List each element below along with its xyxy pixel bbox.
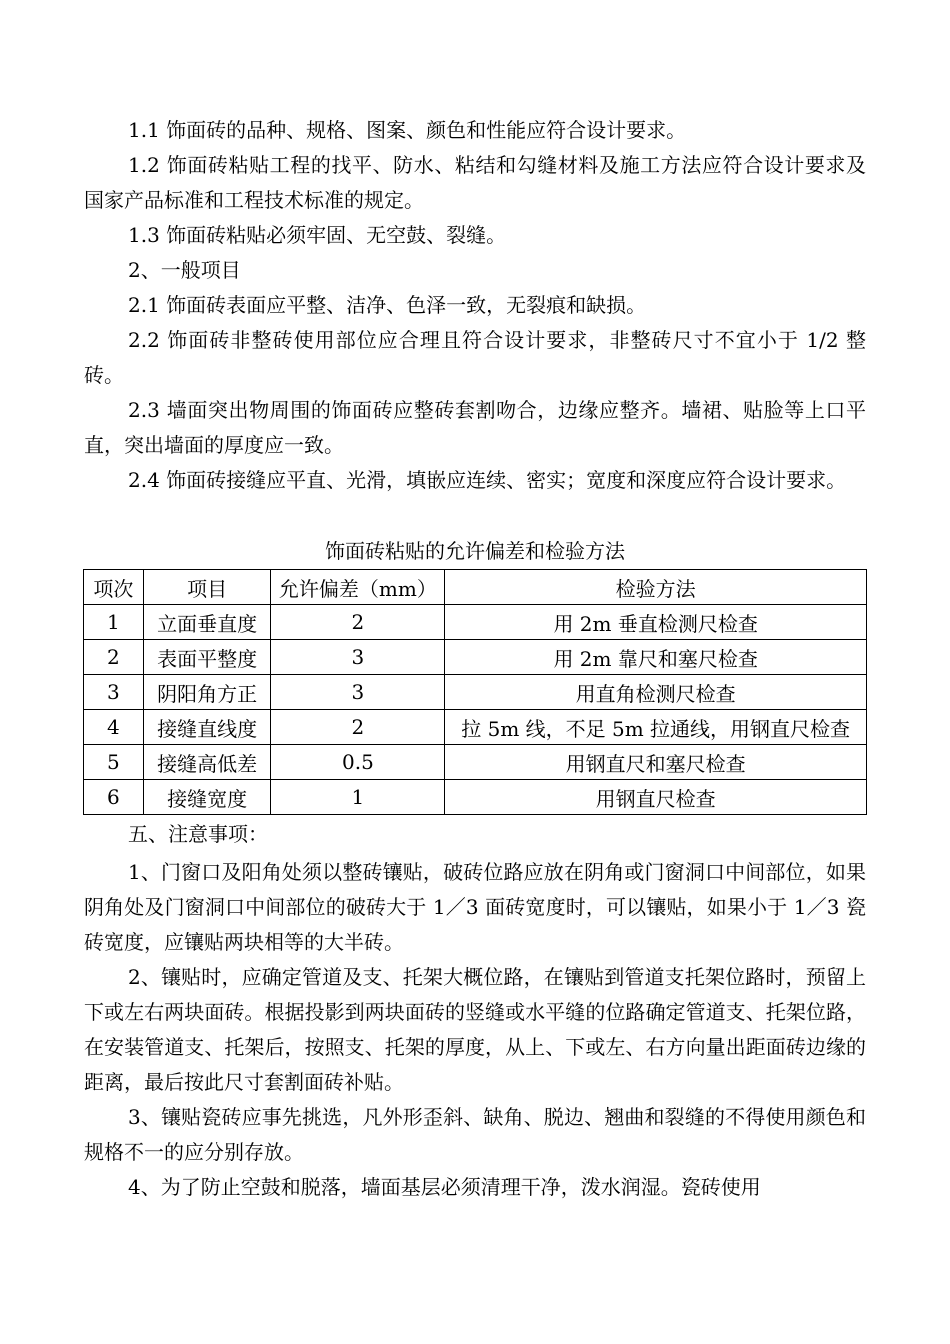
section-heading-notes: 五、注意事项：: [128, 822, 268, 846]
paragraph-1-3: 1.3 饰面砖粘贴必须牢固、无空鼓、裂缝。: [128, 223, 507, 247]
cell-item: 立面垂直度: [143, 605, 271, 640]
cell-method: 用钢直尺和塞尺检查: [445, 745, 867, 780]
paragraph-2-3: 2.3 墙面突出物周围的饰面砖应整砖套割吻合，边缘应整齐。墙裙、贴脸等上口平直，突出墙面的厚度应一致。: [84, 398, 866, 457]
cell-item: 接缝高低差: [143, 745, 271, 780]
cell-item: 阴阳角方正: [143, 675, 271, 710]
note-1: 1、门窗口及阳角处须以整砖镶贴，破砖位路应放在阴角或门窗洞口中间部位，如果阴角处及门窗洞口中间部位的破砖大于 1／3 面砖宽度时，可以镶贴，如果小于 1／3 瓷砖宽度，应镶贴两块相等的大半砖。: [84, 860, 866, 954]
paragraph-2-4: 2.4 饰面砖接缝应平直、光滑，填嵌应连续、密实；宽度和深度应符合设计要求。: [128, 468, 847, 492]
cell-index: 5: [84, 745, 144, 780]
cell-tolerance: 2: [271, 605, 445, 640]
cell-item: 表面平整度: [143, 640, 271, 675]
cell-method: 用钢直尺检查: [445, 780, 867, 815]
table-caption: 饰面砖粘贴的允许偏差和检验方法: [325, 539, 625, 563]
cell-index: 4: [84, 710, 144, 745]
table-header-row: [84, 570, 867, 605]
note-2: 2、镶贴时，应确定管道及支、托架大概位路，在镶贴到管道支托架位路时，预留上下或左右两块面砖。根据投影到两块面砖的竖缝或水平缝的位路确定管道支、托架位路，在安装管道支、托架后，按照支、托架的厚度，从上、下或左、右方向量出距面砖边缘的距离，最后按此尺寸套割面砖补贴。: [84, 965, 866, 1094]
cell-index: 2: [84, 640, 144, 675]
header-tolerance: 允许偏差（mm）: [271, 570, 445, 605]
cell-tolerance: 3: [271, 675, 445, 710]
table-row: [84, 710, 867, 745]
header-item: 项目: [143, 570, 271, 605]
note-3: 3、镶贴瓷砖应事先挑选，凡外形歪斜、缺角、脱边、翘曲和裂缝的不得使用颜色和规格不一的应分别存放。: [84, 1105, 866, 1164]
paragraph-1-2: 1.2 饰面砖粘贴工程的找平、防水、粘结和勾缝材料及施工方法应符合设计要求及国家产品标准和工程技术标准的规定。: [84, 153, 866, 212]
cell-tolerance: 1: [271, 780, 445, 815]
cell-tolerance: 3: [271, 640, 445, 675]
section-heading-general-items: 2、一般项目: [128, 258, 241, 282]
tolerance-table: [83, 569, 867, 815]
cell-method: 用 2m 垂直检测尺检查: [445, 605, 867, 640]
table-row: [84, 780, 867, 815]
cell-index: 3: [84, 675, 144, 710]
cell-item: 接缝宽度: [143, 780, 271, 815]
table-row: [84, 605, 867, 640]
cell-method: 拉 5m 线，不足 5m 拉通线，用钢直尺检查: [445, 710, 867, 745]
note-4: 4、为了防止空鼓和脱落，墙面基层必须清理干净，泼水润湿。瓷砖使用: [128, 1175, 761, 1199]
paragraph-2-2: 2.2 饰面砖非整砖使用部位应合理且符合设计要求，非整砖尺寸不宜小于 1/2 整砖。: [84, 328, 866, 387]
cell-tolerance: 2: [271, 710, 445, 745]
table-row: [84, 675, 867, 710]
paragraph-2-1: 2.1 饰面砖表面应平整、洁净、色泽一致，无裂痕和缺损。: [128, 293, 647, 317]
cell-method: 用直角检测尺检查: [445, 675, 867, 710]
cell-tolerance: 0.5: [271, 745, 445, 780]
table-row: [84, 745, 867, 780]
header-method: 检验方法: [445, 570, 867, 605]
header-index: 项次: [84, 570, 144, 605]
paragraph-1-1: 1.1 饰面砖的品种、规格、图案、颜色和性能应符合设计要求。: [128, 118, 687, 142]
table-row: [84, 640, 867, 675]
cell-index: 1: [84, 605, 144, 640]
cell-method: 用 2m 靠尺和塞尺检查: [445, 640, 867, 675]
cell-item: 接缝直线度: [143, 710, 271, 745]
cell-index: 6: [84, 780, 144, 815]
